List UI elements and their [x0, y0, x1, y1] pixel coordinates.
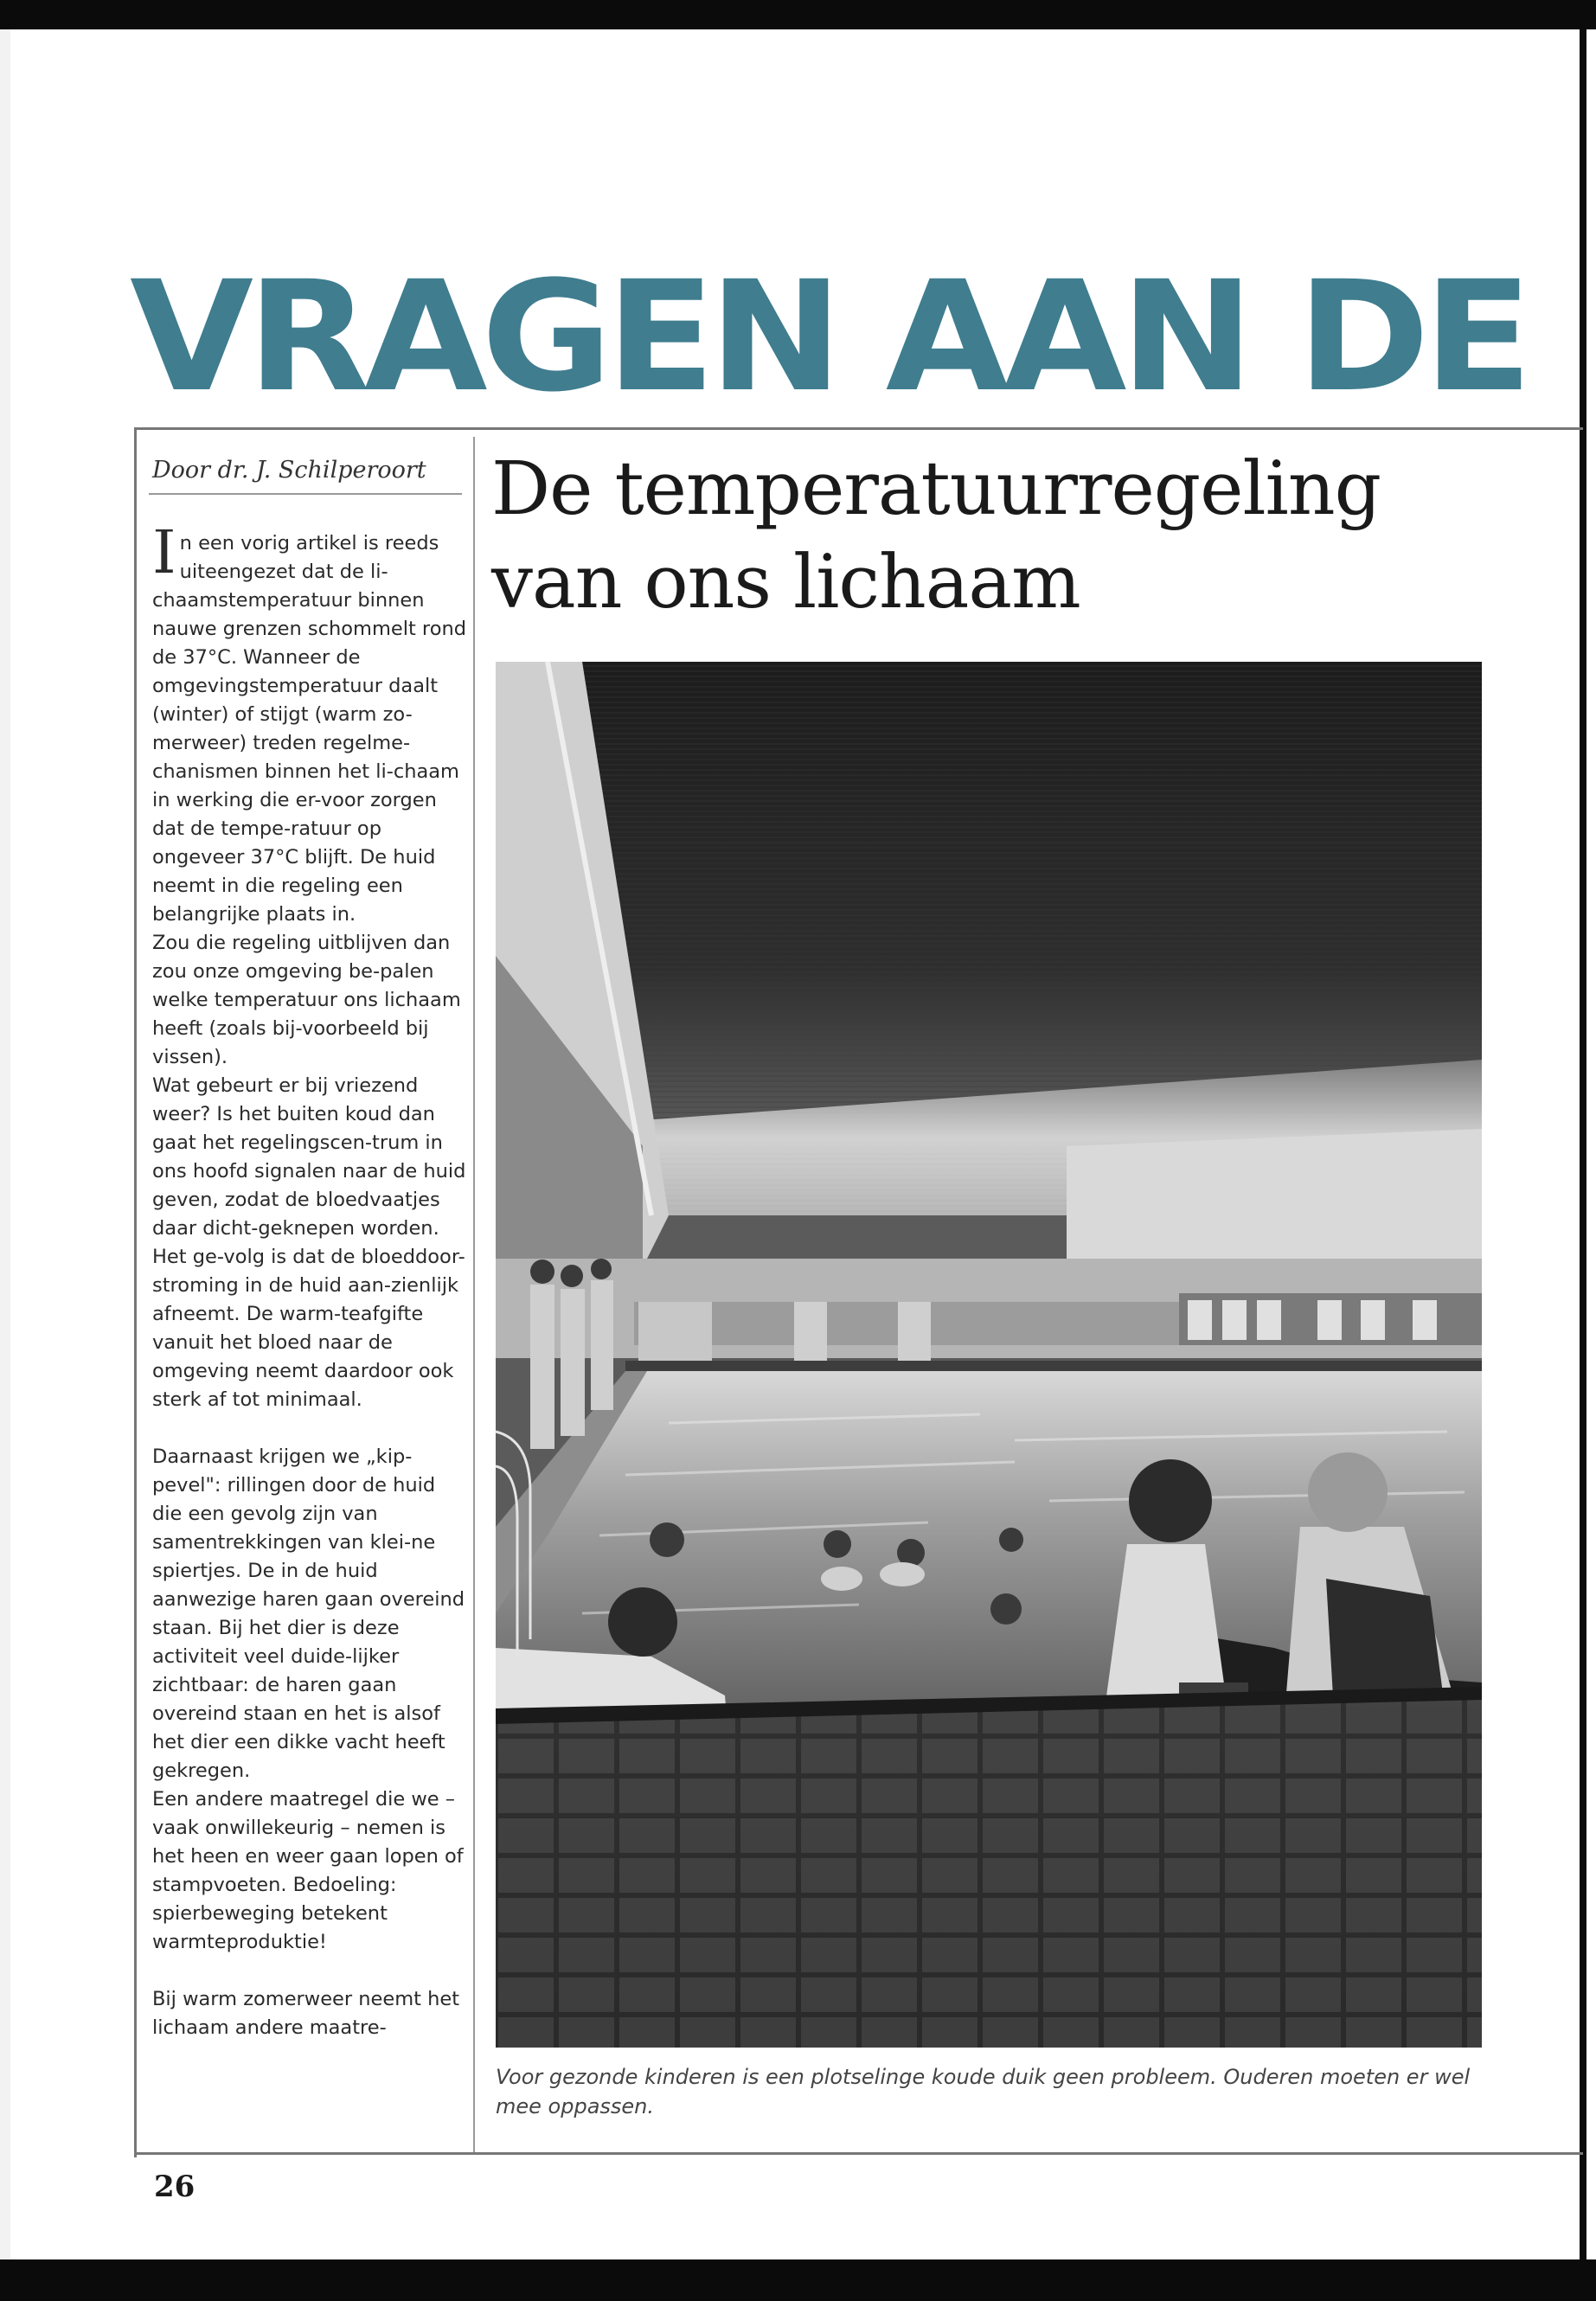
- byline: Door dr. J. Schilperoort: [152, 457, 426, 484]
- paragraph: Zou die regeling uitblijven dan zou onze omgeving be-palen welke temperatuur ons lichaam heeft (zoals bij-voorbeeld bij vissen).: [152, 932, 461, 1068]
- left-margin-shade: [0, 29, 10, 2301]
- byline-rule: [149, 493, 462, 495]
- paragraph-text: n een vorig artikel is reeds uiteengezet dat de li-chaamstemperatuur binnen nauwe grenzen schommelt rond de 37°C. Wanneer de omgevingstemperatuur daalt (winter) of stijgt (warm zo-merweer) treden regelme-chanismen binnen het li-chaam in werking die er-voor zorgen dat de tempe-ratuur op ongeveer 37°C blijft. De huid neemt in die regeling een belangrijke plaats in.: [152, 532, 466, 926]
- swimming-pool-photo: [496, 662, 1482, 2048]
- article-title: [491, 443, 1555, 630]
- photo-illustration: [496, 662, 1482, 2048]
- title-line: De temperatuurregeling: [491, 446, 1381, 532]
- page-number: 26: [154, 2170, 195, 2204]
- dropcap: I: [152, 529, 176, 587]
- article-body: [152, 529, 469, 2138]
- paragraph: Bij warm zomerweer neemt het lichaam andere maatre-: [152, 1988, 460, 2039]
- title-line: van ons lichaam: [491, 540, 1080, 625]
- bottom-border: [0, 2259, 1596, 2301]
- paragraph: Daarnaast krijgen we „kip-pevel": rillingen door de huid die een gevolg zijn van samentrekkingen van klei-ne spiertjes. De in de huid aanwezige haren gaan overeind staan. Bij het dier is deze activiteit veel duide-lijker zichtbaar: de haren gaan overeind staan en het is alsof het dier een dikke vacht heeft gekregen.: [152, 1445, 465, 1782]
- paragraph: [152, 529, 469, 929]
- photo-caption: Voor gezonde kinderen is een plotselinge koude duik geen probleem. Ouderen moeten er wel mee oppassen.: [496, 2065, 1471, 2118]
- column-divider: [473, 437, 475, 2154]
- frame-rule-top: [134, 427, 1583, 430]
- section-headline: VRAGEN AAN DE: [130, 248, 1527, 426]
- paragraph: Wat gebeurt er bij vriezend weer? Is het buiten koud dan gaat het regelingscen-trum in ons hoofd signalen naar de huid geven, zodat de bloedvaatjes daar dicht-geknepen worden. Het ge-volg is dat de bloeddoor-stroming in de huid aan-zienlijk afneemt. De warm-teafgifte vanuit het bloed naar de omgeving neemt daardoor ook sterk af tot minimaal.: [152, 1074, 466, 1411]
- paragraph: Een andere maatregel die we – vaak onwillekeurig – nemen is het heen en weer gaan lopen of stampvoeten. Bedoeling: spierbeweging betekent warmteproduktie!: [152, 1788, 464, 1953]
- frame-rule-bottom: [134, 2152, 1583, 2155]
- frame-rule-left: [134, 427, 137, 2157]
- top-border: [0, 0, 1596, 29]
